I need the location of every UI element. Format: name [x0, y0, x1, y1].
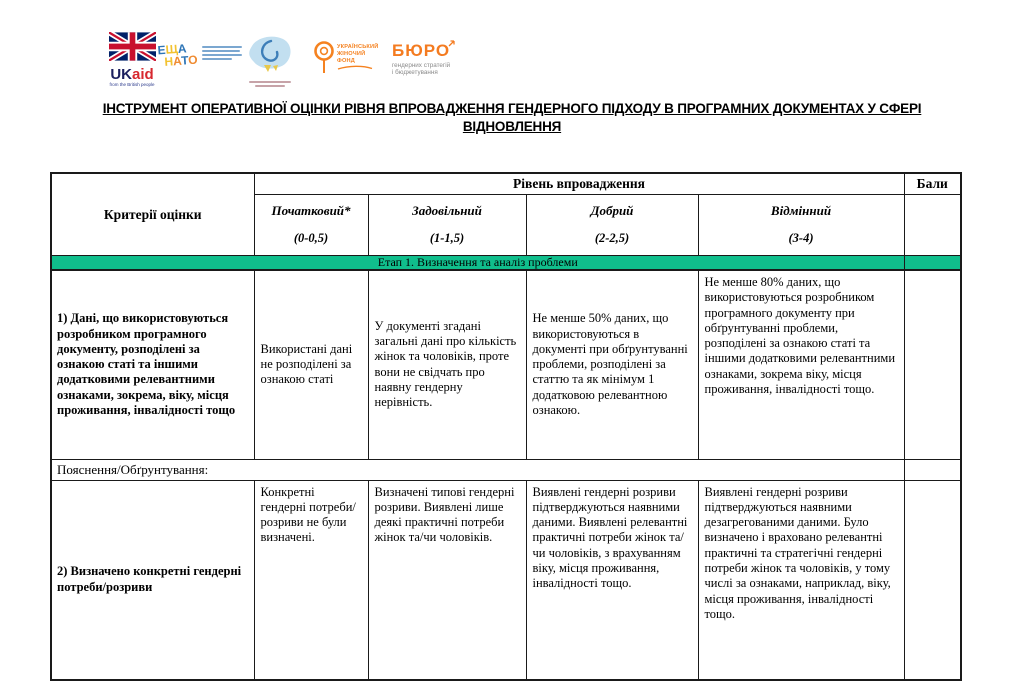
- partner-logos-strip: [0, 0, 1024, 95]
- explanation-row: Пояснення/Обґрунтування:: [51, 459, 904, 480]
- level-group-header: Рівень впровадження: [254, 173, 904, 194]
- score-header-spacer: [904, 194, 961, 255]
- level-header-good: Добрий (2-2,5): [526, 194, 698, 255]
- ukraine-map-icon: [244, 32, 296, 74]
- level-header-excellent: Відмінний (3-4): [698, 194, 904, 255]
- ukaid-logo: [104, 32, 160, 87]
- assessment-rubric-table: [50, 172, 962, 681]
- ukaid-caption: from the British people: [109, 82, 155, 87]
- criterion-2-initial: Конкретні гендерні потреби/ розриви не були визначені.: [254, 480, 368, 680]
- criterion-1-good: Не менше 50% даних, що використовуються в документі при обґрунтуванні проблеми, розподілені за статтю та як мінімум 1 додатковою релевантною ознакою.: [526, 270, 698, 459]
- map-logo-caption-lines: [243, 81, 297, 87]
- uwf-wordmark: УКРАЇНСЬКИЙ ЖІНОЧИЙ ФОНД: [337, 44, 378, 74]
- euroatlantic-programme-logo: [158, 43, 244, 70]
- ukrainian-womens-fund-logo: [312, 40, 379, 81]
- criterion-2-excellent: Виявлені гендерні розриви підтверджуються наявними дезагрегованими даними. Було визначено і враховано релевантні практичні та стратегічні гендерні потреби жінок та чоловіків, у тому числі за ознаками, наприклад, віку, місця проживання, інвалідності тощо.: [698, 480, 904, 680]
- uwf-swoosh-icon: [337, 65, 373, 71]
- union-jack-flag-icon: [109, 32, 156, 61]
- ukraine-map-logo: [243, 32, 297, 87]
- criterion-1-initial: Використані дані не розподілені за ознакою статі: [254, 270, 368, 459]
- level-header-initial: Початковий* (0-0,5): [254, 194, 368, 255]
- stage1-band: Етап 1. Визначення та аналіз проблеми: [51, 255, 904, 270]
- ukaid-wordmark: UKaid: [110, 66, 154, 83]
- euroatlantic-wordmark: ЕЩА НАТО: [157, 41, 198, 69]
- bureau-wordmark: БЮРО: [392, 42, 450, 59]
- criterion-2-good: Виявлені гендерні розриви підтверджуються наявними даними. Виявлені релевантні практичні потреби жінок та/чи чоловіків, з врахуванням віку, місця проживання, інвалідності тощо.: [526, 480, 698, 680]
- level-header-satisfactory: Задовільний (1-1,5): [368, 194, 526, 255]
- bureau-caption: гендерних стратегій і бюджетування: [392, 62, 451, 76]
- euroatlantic-caption-lines: [202, 46, 242, 62]
- gender-bureau-logo: [392, 42, 472, 76]
- criterion-1-cell: 1) Дані, що використовуються розробником програмного документу, розподілені за ознакою статі та іншими додатковими релевантними ознаками, зокрема, віку, місця проживання, інвалідності тощо: [51, 270, 254, 459]
- criterion-1-excellent: Не менше 80% даних, що використовуються розробником програмного документу при обґрунтуванні проблеми, розподілені за ознакою статі та іншими додатковими релевантними ознаками, зокрема віку, місця проживання, інвалідності тощо.: [698, 270, 904, 459]
- score-column-header: Бали: [904, 173, 961, 194]
- male-symbol-arrow-icon: [448, 39, 456, 47]
- explanation-score-cell: [904, 459, 961, 480]
- uwf-flower-icon: [312, 40, 336, 76]
- stage1-score-cell: [904, 255, 961, 270]
- criterion-1-satisfactory: У документі згадані загальні дані про кількість жінок та чоловіків, проте вони не свідчать про наявну гендерну нерівність.: [368, 270, 526, 459]
- criterion-2-satisfactory: Визначені типові гендерні розриви. Виявлені лише деякі практичні потреби жінок та/чи чоловіків.: [368, 480, 526, 680]
- criterion-2-score-cell: [904, 480, 961, 680]
- criterion-2-cell: 2) Визначено конкретні гендерні потреби/розриви: [51, 480, 254, 680]
- criterion-1-score-cell: [904, 270, 961, 459]
- criteria-column-header: Критерії оцінки: [51, 173, 254, 255]
- document-title: ІНСТРУМЕНТ ОПЕРАТИВНОЇ ОЦІНКИ РІВНЯ ВПРОВАДЖЕННЯ ГЕНДЕРНОГО ПІДХОДУ В ПРОГРАМНИХ ДОКУМЕНТАХ У СФЕРІ ВІДНОВЛЕННЯ: [102, 101, 922, 134]
